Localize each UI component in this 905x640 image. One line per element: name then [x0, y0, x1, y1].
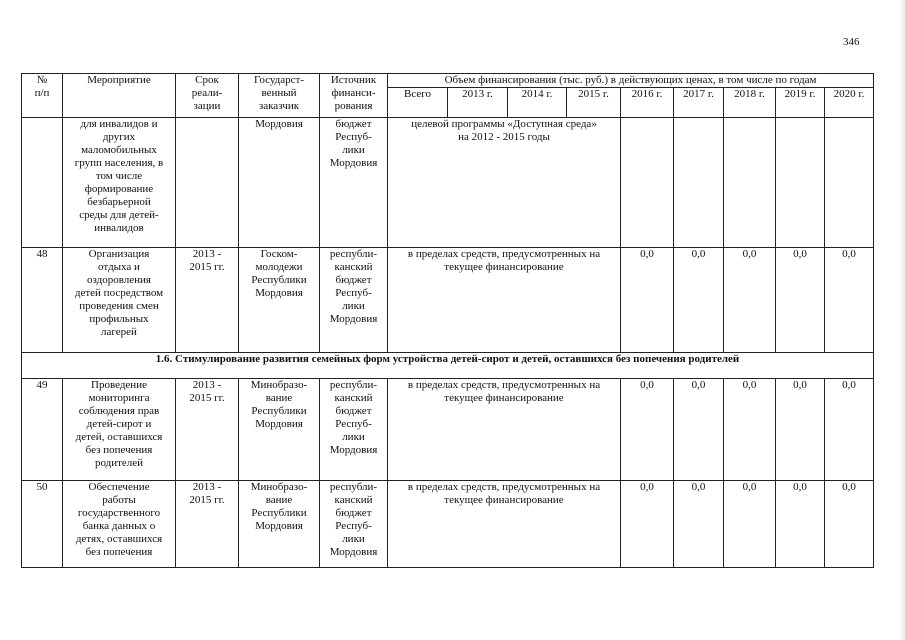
row-customer: Госком- молодежи Республики Мордовия: [239, 248, 320, 353]
row-customer: Минобразо- вание Республики Мордовия: [239, 379, 320, 481]
row-2019: 0,0: [776, 379, 825, 481]
header-volume: Объем финансирования (тыс. руб.) в действующих ценах, в том числе по годам: [388, 74, 874, 88]
row-2017: 0,0: [674, 379, 724, 481]
row-2018: 0,0: [724, 379, 776, 481]
table-row: [22, 248, 874, 353]
row-2020: 0,0: [825, 248, 874, 353]
header-year: 2016 г.: [621, 88, 674, 118]
row-event: Организация отдыха и оздоровления детей посредством проведения смен профильных лагерей: [63, 248, 176, 353]
section-title: 1.6. Стимулирование развития семейных форм устройства детей-сирот и детей, оставшихся без попечения родителей: [22, 353, 874, 379]
row-2018: 0,0: [724, 248, 776, 353]
row-event: для инвалидов и других маломобильных групп населения, в том числе формирование безбарьерной среды для детей- инвалидов: [63, 118, 176, 248]
row-num: 50: [22, 481, 63, 568]
header-year: 2013 г.: [448, 88, 508, 118]
row-2016: 0,0: [621, 379, 674, 481]
scan-edge-shadow: [899, 0, 905, 640]
row-2017: [674, 118, 724, 248]
financing-table: [21, 73, 874, 568]
row-2020: 0,0: [825, 481, 874, 568]
table-row: [22, 118, 874, 248]
row-term: 2013 - 2015 гг.: [176, 248, 239, 353]
row-term: [176, 118, 239, 248]
row-event: Проведение мониторинга соблюдения прав детей-сирот и детей, оставшихся без попечения родителей: [63, 379, 176, 481]
row-2019: [776, 118, 825, 248]
page-number: 346: [843, 36, 860, 48]
row-2016: [621, 118, 674, 248]
header-customer: Государст- венный заказчик: [239, 74, 320, 118]
header-term: Срок реали- зации: [176, 74, 239, 118]
row-num: 49: [22, 379, 63, 481]
row-2018: 0,0: [724, 481, 776, 568]
row-financing-text: целевой программы «Доступная среда» на 2012 - 2015 годы: [388, 118, 621, 248]
row-2020: [825, 118, 874, 248]
row-2019: 0,0: [776, 248, 825, 353]
row-source: республи- канский бюджет Респуб- лики Мордовия: [320, 248, 388, 353]
table-row: [22, 481, 874, 568]
row-term: 2013 - 2015 гг.: [176, 481, 239, 568]
row-customer: Минобразо- вание Республики Мордовия: [239, 481, 320, 568]
row-source: республи- канский бюджет Респуб- лики Мордовия: [320, 481, 388, 568]
header-year: 2015 г.: [567, 88, 621, 118]
header-total: Всего: [388, 88, 448, 118]
row-financing-text: в пределах средств, предусмотренных на текущее финансирование: [388, 379, 621, 481]
row-financing-text: в пределах средств, предусмотренных на текущее финансирование: [388, 248, 621, 353]
row-2017: 0,0: [674, 481, 724, 568]
header-event: Мероприятие: [63, 74, 176, 118]
header-source: Источник финанси- рования: [320, 74, 388, 118]
row-source: республи- канский бюджет Респуб- лики Мордовия: [320, 379, 388, 481]
header-year: 2019 г.: [776, 88, 825, 118]
header-year: 2014 г.: [508, 88, 567, 118]
table-row: [22, 379, 874, 481]
row-2017: 0,0: [674, 248, 724, 353]
row-2016: 0,0: [621, 248, 674, 353]
header-num: № п/п: [22, 74, 63, 118]
section-row: [22, 353, 874, 379]
header-year: 2017 г.: [674, 88, 724, 118]
header-year: 2018 г.: [724, 88, 776, 118]
row-customer: Мордовия: [239, 118, 320, 248]
header-year: 2020 г.: [825, 88, 874, 118]
row-num: [22, 118, 63, 248]
row-term: 2013 - 2015 гг.: [176, 379, 239, 481]
row-2016: 0,0: [621, 481, 674, 568]
row-num: 48: [22, 248, 63, 353]
row-2018: [724, 118, 776, 248]
row-event: Обеспечение работы государственного банка данных о детях, оставшихся без попечения: [63, 481, 176, 568]
header-row: [22, 74, 874, 88]
row-source: бюджет Респуб- лики Мордовия: [320, 118, 388, 248]
row-2019: 0,0: [776, 481, 825, 568]
row-financing-text: в пределах средств, предусмотренных на текущее финансирование: [388, 481, 621, 568]
row-2020: 0,0: [825, 379, 874, 481]
